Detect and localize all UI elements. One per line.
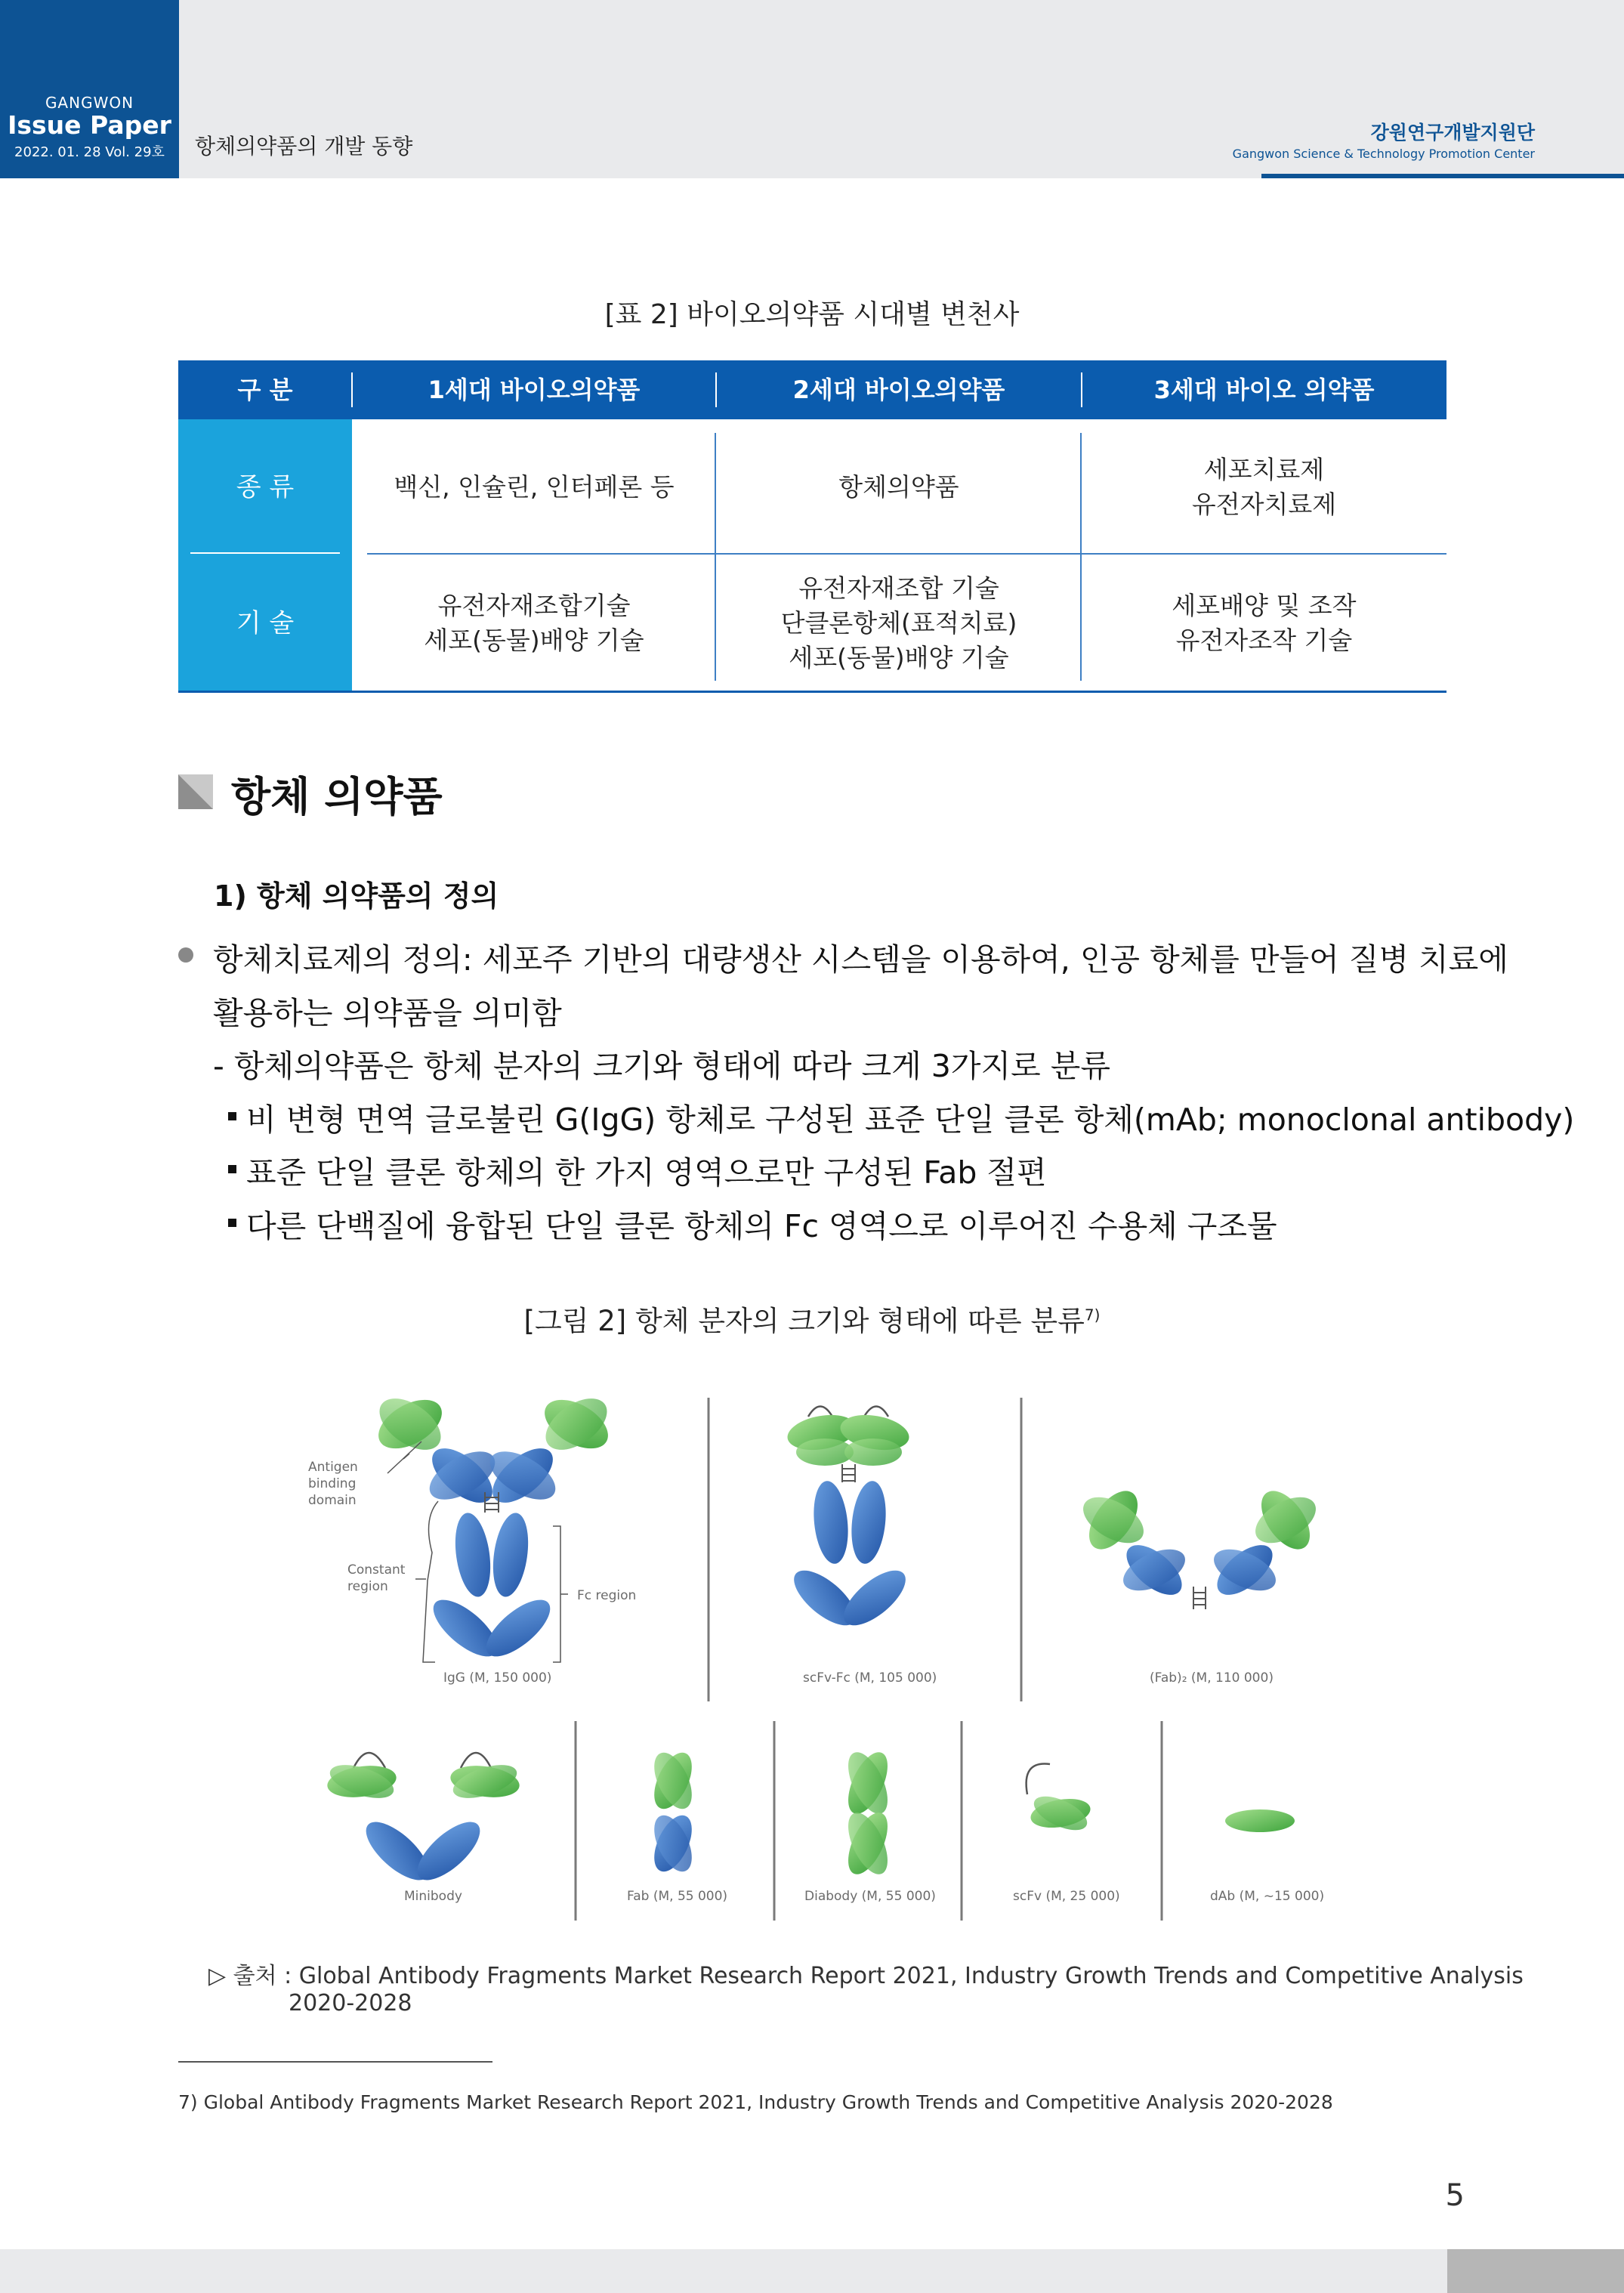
scfv-fc-label: scFv-Fc (M, 105 000)	[803, 1670, 937, 1686]
divider	[715, 433, 716, 681]
square-bullet-icon	[228, 1112, 236, 1120]
antigen-label: binding	[308, 1476, 357, 1491]
table-header-cell: 2세대 바이오의약품	[792, 375, 1005, 404]
fc-region-label: Fc region	[577, 1588, 637, 1603]
square-bullet-icon	[228, 1165, 236, 1173]
list-item: 비 변형 면역 글로불린 G(IgG) 항체로 구성된 표준 단일 클론 항체(mAb; monoclonal antibody)	[246, 1102, 1575, 1138]
definition-line-2: 활용하는 의약품을 의미함	[213, 995, 562, 1031]
cell-line: 유전자재조합기술	[437, 591, 631, 620]
dab-label: dAb (M, ~15 000)	[1210, 1889, 1325, 1904]
source-line-2: 2020-2028	[289, 1990, 412, 2016]
header-accent-line	[1261, 174, 1624, 178]
minibody-molecule	[326, 1753, 522, 1890]
table-cell	[716, 555, 1082, 691]
cell-line: 유전자재조합 기술	[798, 573, 999, 603]
page-number: 5	[1445, 2178, 1465, 2213]
issue-date: 2022. 01. 28 Vol. 29호	[14, 144, 165, 160]
cell-line: 유전자조작 기술	[1175, 626, 1353, 655]
brand-main: Issue Paper	[8, 110, 171, 140]
table-header-row	[178, 360, 1446, 419]
row-label-tech: 기 술	[178, 555, 352, 691]
dab-molecule	[1225, 1809, 1295, 1832]
cell-line: 백신, 인슐린, 인터페론 등	[394, 472, 675, 502]
table-cell	[1082, 419, 1446, 555]
classification-line: - 항체의약품은 항체 분자의 크기와 형태에 따라 크게 3가지로 분류	[213, 1048, 1110, 1084]
organization-name-en: Gangwon Science & Technology Promotion Center	[1232, 147, 1535, 161]
fab-label: Fab (M, 55 000)	[627, 1889, 728, 1904]
subsection-title: 1) 항체 의약품의 정의	[214, 879, 499, 913]
antigen-label: domain	[308, 1493, 357, 1508]
cell-line: 유전자치료제	[1191, 490, 1337, 519]
footnote: 7) Global Antibody Fragments Market Research Report 2021, Industry Growth Trends and Competitive Analysis 2020-2028	[178, 2091, 1333, 2113]
divider	[190, 552, 340, 554]
fab-molecule	[647, 1747, 699, 1877]
list-item: 표준 단일 클론 항체의 한 가지 영역으로만 구성된 Fab 절편	[246, 1154, 1047, 1191]
footer-band	[0, 2249, 1447, 2293]
scfv-fc-molecule	[785, 1407, 915, 1635]
table-header-cell: 구 분	[237, 375, 293, 404]
square-bullet-icon	[228, 1219, 236, 1227]
figure-source	[208, 1963, 1524, 2017]
document-title: 항체의약품의 개발 동향	[195, 134, 413, 159]
antibody-format-figure	[287, 1383, 1345, 1942]
cell-line: 세포치료제	[1203, 455, 1325, 484]
figure-caption-footnote-ref: 7)	[1084, 1306, 1101, 1324]
cell-line: 세포배양 및 조작	[1172, 591, 1357, 620]
table-caption: [표 2] 바이오의약품 시대별 변천사	[604, 299, 1020, 330]
source-line-1: Global Antibody Fragments Market Research Report 2021, Industry Growth Trends and Competitive Analysis	[298, 1963, 1524, 1989]
brand-top: GANGWON	[45, 94, 134, 112]
list-item: 다른 단백질에 융합된 단일 클론 항체의 Fc 영역으로 이루어진 수용체 구조물	[246, 1208, 1277, 1244]
fab2-molecule	[1076, 1482, 1323, 1609]
constant-label: Constant	[347, 1562, 406, 1578]
organization-name: 강원연구개발지원단	[1370, 122, 1535, 144]
figure-caption	[0, 1298, 1624, 1339]
table-cell	[716, 419, 1082, 555]
diabody-label: Diabody (M, 55 000)	[804, 1889, 936, 1904]
definition-line-1: 항체치료제의 정의: 세포주 기반의 대량생산 시스템을 이용하여, 인공 항체를 만들어 질병 치료에	[213, 941, 1508, 978]
table-bottom-rule	[178, 691, 1446, 693]
table-cell	[352, 555, 716, 691]
minibody-label: Minibody	[404, 1889, 462, 1904]
cell-line: 항체의약품	[838, 472, 959, 502]
bullet-dot-icon	[178, 947, 193, 963]
section-square-icon	[178, 774, 213, 809]
igg-label: IgG (M, 150 000)	[443, 1670, 552, 1686]
divider	[367, 553, 1446, 555]
row-label-type: 종 류	[178, 419, 352, 555]
issue-paper-badge	[0, 0, 179, 178]
constant-label: region	[347, 1579, 388, 1594]
cell-line: 세포(동물)배양 기술	[424, 626, 644, 655]
section-title: 항체 의약품	[231, 773, 443, 820]
table-header-cell: 1세대 바이오의약품	[428, 375, 641, 404]
footnote-rule	[178, 2061, 492, 2063]
figure-caption-text: [그림 2] 항체 분자의 크기와 형태에 따른 분류	[523, 1305, 1085, 1337]
diabody-molecule	[840, 1747, 895, 1880]
scfv-label: scFv (M, 25 000)	[1013, 1889, 1120, 1904]
divider	[1080, 433, 1082, 681]
cell-line: 단클론항체(표적치료)	[780, 608, 1017, 638]
antigen-label: Antigen	[308, 1460, 358, 1475]
table-cell	[1082, 555, 1446, 691]
footer-band-accent	[1447, 2249, 1624, 2293]
source-prefix: ▷ 출처 :	[208, 1963, 299, 1989]
table-cell	[352, 419, 716, 555]
scfv-molecule	[1027, 1764, 1093, 1837]
table-header-cell: 3세대 바이오 의약품	[1153, 375, 1375, 404]
igg-molecule	[370, 1388, 616, 1666]
cell-line: 세포(동물)배양 기술	[789, 643, 1009, 672]
fab2-label: (Fab)₂ (M, 110 000)	[1150, 1670, 1274, 1686]
